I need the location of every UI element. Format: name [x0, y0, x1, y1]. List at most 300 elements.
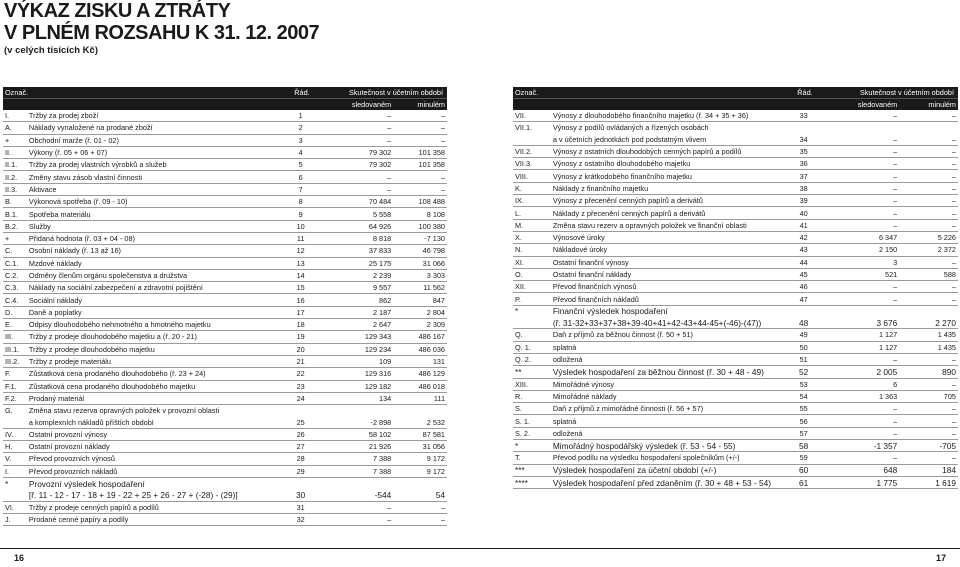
- row-previous-value: 2 372: [937, 245, 956, 255]
- row-label: Převod finančních nákladů: [552, 294, 639, 304]
- row-current-value: –: [893, 294, 898, 304]
- row-previous-value: –: [440, 135, 445, 145]
- table-row: [513, 329, 958, 341]
- row-label: Mimořádné náklady: [552, 391, 617, 401]
- row-code: M.: [515, 220, 524, 230]
- row-previous-value: –: [951, 220, 956, 230]
- row-label: Náklady z přecenění cenných papírů a derivátů: [552, 208, 706, 218]
- row-label: odložená: [552, 428, 583, 438]
- row-current-value: 25 175: [368, 258, 392, 268]
- row-label: Výnosy z krátkodobého finančního majetku: [552, 171, 692, 181]
- row-line-number: 18: [296, 320, 305, 330]
- table-row: [3, 282, 447, 294]
- row-code: C.1.: [5, 258, 19, 268]
- row-line-number: 14: [296, 271, 305, 280]
- row-current-value: 9 557: [372, 283, 392, 293]
- row-line-number: 55: [799, 404, 808, 414]
- table-row: [3, 245, 447, 257]
- row-previous-value: –: [951, 282, 956, 292]
- row-line-number: 6: [298, 172, 303, 182]
- row-label: Výsledek hospodaření za běžnou činnost (ř. 30 + 48 - 49): [552, 366, 764, 377]
- row-code: ****: [515, 477, 528, 488]
- row-current-value: –: [893, 171, 898, 181]
- row-label: Zůstatková cena prodaného dlouhodobého (ř. 23 + 24): [28, 369, 206, 379]
- row-current-value: 109: [379, 357, 392, 367]
- row-previous-value: –: [440, 502, 445, 512]
- header-current: sledovaném: [351, 100, 392, 109]
- row-previous-value: -7 130: [424, 234, 445, 244]
- table-row: [3, 270, 447, 282]
- row-current-value: 6: [893, 379, 898, 389]
- row-current-value: 129 182: [364, 381, 392, 391]
- table-row: [3, 489, 447, 501]
- row-label: Odpisy dlouhodobého nehmotného a hmotného majetku: [28, 320, 211, 330]
- table-row: [3, 208, 447, 220]
- header-code: Označ.: [5, 88, 29, 97]
- row-line-number: 26: [296, 429, 305, 439]
- table-row: [3, 478, 447, 489]
- row-current-value: –: [387, 502, 392, 512]
- row-current-value: –: [893, 404, 898, 414]
- row-code: C.: [5, 246, 13, 256]
- row-previous-value: 486 167: [418, 332, 445, 342]
- row-label: Finanční výsledek hospodaření: [552, 306, 668, 317]
- row-label: Osobní náklady (ř. 13 až 16): [28, 246, 121, 256]
- row-previous-value: –: [440, 172, 445, 182]
- table-row: [3, 159, 447, 171]
- row-current-value: –: [893, 134, 898, 144]
- table-row: [513, 379, 958, 391]
- row-label: Mimořádný hospodářský výsledek (ř. 53 - 54 - 55): [552, 440, 736, 451]
- row-previous-value: –: [951, 453, 956, 463]
- row-previous-value: 9 172: [426, 466, 445, 476]
- row-line-number: 5: [298, 160, 303, 170]
- row-current-value: 2 239: [372, 271, 392, 280]
- row-previous-value: –: [951, 208, 956, 218]
- row-current-value: 7 388: [372, 454, 392, 464]
- table-row: [3, 393, 447, 405]
- row-previous-value: 1 619: [935, 477, 956, 488]
- row-line-number: 31: [296, 502, 305, 512]
- row-previous-value: 2 270: [935, 317, 956, 328]
- row-current-value: 8 818: [372, 234, 392, 244]
- row-label: Ostatní provozní výnosy: [28, 429, 108, 439]
- row-code: F.2.: [5, 393, 17, 403]
- table-row: [513, 342, 958, 354]
- row-code: *: [515, 440, 519, 451]
- row-label: [ř. 11 - 12 - 17 - 18 + 19 - 22 + 25 + 26 - 27 + (-28) - (29)]: [28, 489, 238, 500]
- row-line-number: 19: [296, 332, 305, 342]
- row-current-value: 3: [893, 257, 898, 267]
- income-statement-table-left: [3, 87, 447, 526]
- table-row: [3, 294, 447, 306]
- row-current-value: –: [893, 183, 898, 193]
- row-label: Nákladové úroky: [552, 245, 608, 255]
- row-previous-value: 1 435: [937, 330, 956, 340]
- header-line: Řád.: [294, 88, 310, 97]
- row-label: Tržby za prodej vlastních výrobků a služeb: [28, 160, 167, 170]
- row-code: XII.: [515, 282, 526, 292]
- page-number-right: 17: [935, 553, 946, 563]
- row-code: XIII.: [515, 379, 528, 389]
- row-code: III.: [5, 332, 14, 342]
- table-row: [513, 170, 958, 182]
- row-label: Výnosy z přecenění cenných papírů a derivátů: [552, 196, 703, 206]
- table-row: [3, 258, 447, 270]
- row-current-value: 1 775: [876, 477, 898, 488]
- row-code: XI.: [515, 257, 524, 267]
- row-label: Ostatní finanční výnosy: [552, 257, 629, 267]
- row-code: VII.3.: [515, 159, 533, 169]
- header-previous: minulém: [417, 100, 445, 109]
- row-line-number: 42: [799, 233, 808, 243]
- row-code: *: [515, 306, 519, 317]
- table-row: [3, 405, 447, 416]
- row-code: IV.: [5, 429, 14, 439]
- row-label: Ostatní finanční náklady: [552, 270, 632, 279]
- row-current-value: 37 833: [368, 246, 392, 256]
- row-code: Q.: [515, 330, 523, 340]
- row-current-value: 2 647: [372, 320, 392, 330]
- row-previous-value: 46 798: [422, 246, 445, 256]
- row-label: Převod finančních výnosů: [552, 282, 637, 292]
- table-row: [513, 403, 958, 415]
- row-label: Prodaný materiál: [28, 393, 85, 403]
- row-label: Daň z příjmů z mimořádné činnosti (ř. 56 + 57): [552, 404, 704, 414]
- row-current-value: 70 484: [368, 197, 392, 207]
- row-code: VII.2.: [515, 147, 533, 157]
- row-code: D.: [5, 307, 13, 317]
- row-code: C.3.: [5, 283, 19, 293]
- row-line-number: 46: [799, 282, 808, 292]
- table-subheader: [3, 98, 447, 110]
- row-current-value: 521: [885, 270, 898, 279]
- row-label: Daně a poplatky: [28, 307, 82, 317]
- table-row: [3, 122, 447, 134]
- table-row: [513, 281, 958, 293]
- table-row: [3, 441, 447, 453]
- row-code: J.: [5, 514, 11, 524]
- row-line-number: 29: [296, 466, 305, 476]
- row-label: Tržby za prodej zboží: [28, 111, 99, 121]
- row-current-value: –: [387, 135, 392, 145]
- row-line-number: 3: [298, 135, 303, 145]
- row-previous-value: 100 380: [418, 221, 445, 231]
- row-label: Odměny členům orgánu společenstva a družstva: [28, 271, 188, 280]
- row-line-number: 20: [296, 344, 305, 354]
- row-label: Mimořádné výnosy: [552, 379, 615, 389]
- row-previous-value: 31 066: [422, 258, 445, 268]
- row-current-value: -1 357: [873, 440, 898, 451]
- row-current-value: 129 316: [364, 369, 392, 379]
- row-current-value: 5 558: [372, 209, 392, 219]
- row-code: **: [515, 366, 522, 377]
- row-previous-value: 2 804: [426, 307, 445, 317]
- table-row: [3, 453, 447, 465]
- table-row: [513, 317, 958, 329]
- row-label: Převod podílu na výsledku hospodaření společníkům (+/-): [552, 453, 740, 463]
- row-previous-value: 705: [943, 391, 956, 401]
- row-line-number: 47: [799, 294, 808, 304]
- header-period: Skutečnost v účetním období: [859, 88, 954, 97]
- table-row: [513, 415, 958, 427]
- row-code: VI.: [5, 502, 14, 512]
- row-previous-value: 3 303: [426, 271, 445, 280]
- row-code: Q. 1.: [515, 342, 531, 352]
- row-label: a v účetních jednotkách pod podstatným vlivem: [552, 134, 707, 144]
- row-label: Tržby z prodeje cenných papírů a podílů: [28, 502, 159, 512]
- row-code: B.1.: [5, 209, 18, 219]
- table-row: [513, 244, 958, 256]
- row-line-number: 30: [296, 489, 306, 500]
- row-line-number: 36: [799, 159, 808, 169]
- row-current-value: 2 187: [372, 307, 392, 317]
- row-label: Výnosy z ostatního dlouhodobého majetku: [552, 159, 691, 169]
- row-code: II.2.: [5, 172, 18, 182]
- row-previous-value: –: [440, 184, 445, 194]
- row-line-number: 23: [296, 381, 305, 391]
- row-line-number: 2: [298, 123, 303, 133]
- table-row: [513, 477, 958, 489]
- row-label: splatná: [552, 416, 577, 426]
- row-line-number: 12: [296, 246, 305, 256]
- row-current-value: –: [387, 514, 392, 524]
- table-row: [3, 466, 447, 478]
- table-row: [513, 306, 958, 317]
- row-current-value: –: [387, 111, 392, 121]
- row-line-number: 44: [799, 257, 808, 267]
- row-line-number: 41: [799, 220, 808, 230]
- row-previous-value: 1 435: [937, 342, 956, 352]
- row-code: F.: [5, 369, 11, 379]
- row-code: P.: [515, 294, 521, 304]
- row-label: Zůstatková cena prodaného dlouhodobého majetku: [28, 381, 196, 391]
- table-row: [3, 171, 447, 183]
- row-line-number: 22: [296, 369, 305, 379]
- row-previous-value: –: [951, 147, 956, 157]
- row-line-number: 38: [799, 183, 808, 193]
- row-code: F.1.: [5, 381, 17, 391]
- row-line-number: 32: [296, 514, 305, 524]
- row-code: +: [5, 234, 10, 244]
- row-current-value: –: [893, 196, 898, 206]
- row-code: S. 2.: [515, 428, 531, 438]
- row-previous-value: –: [951, 404, 956, 414]
- row-line-number: 33: [799, 111, 808, 121]
- row-previous-value: –: [951, 257, 956, 267]
- row-code: O.: [515, 270, 523, 279]
- row-previous-value: 588: [943, 270, 956, 279]
- table-row: [3, 307, 447, 319]
- table-row: [513, 452, 958, 464]
- table-row: [513, 232, 958, 244]
- row-line-number: 40: [799, 208, 808, 218]
- row-label: Náklady z finančního majetku: [552, 183, 649, 193]
- row-previous-value: 890: [942, 366, 956, 377]
- row-label: Ostatní provozní náklady: [28, 442, 110, 452]
- table-row: [513, 391, 958, 403]
- row-current-value: 3 676: [876, 317, 898, 328]
- row-line-number: 53: [799, 379, 808, 389]
- row-code: III.1.: [5, 344, 20, 354]
- row-current-value: –: [893, 159, 898, 169]
- row-code: G.: [5, 406, 13, 416]
- table-subheader: [513, 98, 958, 110]
- row-code: S. 1.: [515, 416, 531, 426]
- row-previous-value: –: [951, 183, 956, 193]
- table-row: [3, 416, 447, 428]
- table-row: [3, 147, 447, 159]
- table-row: [513, 428, 958, 440]
- table-row: [3, 221, 447, 233]
- row-label: Tržby z prodeje materiálu: [28, 357, 111, 367]
- row-previous-value: 184: [942, 465, 956, 476]
- row-current-value: 1 363: [878, 391, 898, 401]
- table-row: [513, 269, 958, 281]
- row-code: T.: [515, 453, 521, 463]
- row-code: X.: [515, 233, 522, 243]
- row-line-number: 37: [799, 171, 808, 181]
- row-line-number: 16: [296, 295, 305, 305]
- row-previous-value: 486 036: [418, 344, 445, 354]
- row-label: Daň z příjmů za běžnou činnost (ř. 50 + 51): [552, 330, 693, 340]
- row-label: Převod provozních výnosů: [28, 454, 115, 464]
- page-number-left: 16: [14, 553, 25, 563]
- row-code: L.: [515, 208, 522, 218]
- row-code: B.: [5, 197, 12, 207]
- row-previous-value: 2 532: [426, 417, 445, 427]
- row-previous-value: –: [951, 416, 956, 426]
- row-previous-value: –: [951, 355, 956, 365]
- row-current-value: 2 150: [878, 245, 898, 255]
- row-line-number: 57: [799, 428, 808, 438]
- row-current-value: 79 302: [368, 160, 392, 170]
- table-row: [513, 146, 958, 158]
- row-line-number: 10: [296, 221, 305, 231]
- row-previous-value: 87 581: [422, 429, 445, 439]
- header-line: Řád.: [797, 88, 813, 97]
- row-current-value: –: [893, 282, 898, 292]
- row-current-value: –: [893, 111, 898, 121]
- row-line-number: 15: [296, 283, 305, 293]
- row-current-value: 129 234: [364, 344, 392, 354]
- row-label: Změna stavu rezerv a opravných položek ve finanční oblasti: [552, 220, 747, 230]
- row-current-value: -2 898: [370, 417, 392, 427]
- table-row: [3, 502, 447, 514]
- row-current-value: –: [893, 416, 898, 426]
- row-code: ***: [515, 465, 525, 476]
- row-previous-value: 101 358: [418, 160, 445, 170]
- row-line-number: 7: [298, 184, 303, 194]
- table-row: [3, 196, 447, 208]
- row-code: +: [5, 135, 10, 145]
- header-previous: minulém: [928, 100, 956, 109]
- row-previous-value: 5 226: [937, 233, 956, 243]
- row-label: Aktivace: [28, 184, 57, 194]
- row-line-number: 52: [799, 366, 809, 377]
- row-line-number: 24: [296, 393, 305, 403]
- row-label: Změna stavu rezerva opravných položek v provozní oblasti: [28, 406, 220, 416]
- table-row: [513, 122, 958, 133]
- row-label: Spotřeba materiálu: [28, 209, 91, 219]
- row-current-value: 21 926: [368, 442, 392, 452]
- table-row: [3, 356, 447, 368]
- table-row: [513, 158, 958, 170]
- table-row: [3, 233, 447, 245]
- income-statement-table-right: [513, 87, 958, 489]
- header-current: sledovaném: [857, 100, 898, 109]
- row-previous-value: -705: [939, 440, 956, 451]
- row-label: Výnosové úroky: [552, 233, 605, 243]
- table-row: [513, 207, 958, 219]
- row-line-number: 60: [799, 465, 809, 476]
- row-current-value: 134: [379, 393, 392, 403]
- row-current-value: 7 388: [372, 466, 392, 476]
- table-row: [513, 440, 958, 452]
- row-line-number: 45: [799, 270, 808, 279]
- row-previous-value: –: [951, 134, 956, 144]
- row-line-number: 4: [298, 148, 303, 158]
- table-row: [3, 429, 447, 441]
- row-code: R.: [515, 391, 523, 401]
- row-code: C.4.: [5, 295, 19, 305]
- row-label: Výsledek hospodaření před zdaněním (ř. 30 + 48 + 53 - 54): [552, 477, 771, 488]
- row-line-number: 39: [799, 196, 808, 206]
- row-line-number: 28: [296, 454, 305, 464]
- row-previous-value: 8 108: [426, 209, 445, 219]
- table-row: [513, 354, 958, 366]
- report-subtitle: (v celých tisících Kč): [4, 45, 98, 56]
- row-code: S.: [515, 404, 522, 414]
- row-code: B.2.: [5, 221, 18, 231]
- row-line-number: 43: [799, 245, 808, 255]
- row-code: Q. 2.: [515, 355, 531, 365]
- row-line-number: 8: [298, 197, 303, 207]
- row-label: Tržby z prodeje dlouhodobého majetku a (ř. 20 - 21): [28, 332, 197, 342]
- row-code: K.: [515, 183, 522, 193]
- table-body: [513, 110, 958, 489]
- row-previous-value: –: [440, 123, 445, 133]
- row-current-value: –: [893, 147, 898, 157]
- row-code: I.: [5, 111, 10, 121]
- row-line-number: 25: [296, 417, 305, 427]
- row-code: IX.: [515, 196, 524, 206]
- row-previous-value: 131: [432, 357, 445, 367]
- row-previous-value: –: [951, 171, 956, 181]
- table-row: [3, 514, 447, 526]
- row-label: Výnosy z podílů ovládaných a řízených osobách: [552, 123, 709, 133]
- row-label: Výnosy z dlouhodobého finančního majetku (ř. 34 + 35 + 36): [552, 111, 749, 121]
- row-current-value: –: [893, 208, 898, 218]
- row-label: Náklady vynaložené na prodané zboží: [28, 123, 153, 133]
- header-period: Skutečnost v účetním období: [348, 88, 443, 97]
- row-label: Výsledek hospodaření za účetní období (+/-): [552, 465, 717, 476]
- row-label: a komplexních nákladů příštích období: [28, 417, 154, 427]
- row-label: Provozní výsledek hospodaření: [28, 478, 145, 489]
- row-label: Výkony (ř. 05 + 06 + 07): [28, 148, 108, 158]
- row-code: E.: [5, 320, 12, 330]
- row-label: splatná: [552, 342, 577, 352]
- row-current-value: 1 127: [878, 330, 898, 340]
- row-code: II.3.: [5, 184, 18, 194]
- row-code: VII.: [515, 111, 526, 121]
- row-label: Prodané cenné papíry a podíly: [28, 514, 129, 524]
- row-current-value: 64 926: [368, 221, 392, 231]
- row-line-number: 11: [296, 234, 305, 244]
- table-row: [513, 195, 958, 207]
- table-row: [513, 366, 958, 378]
- row-code: II.1.: [5, 160, 18, 170]
